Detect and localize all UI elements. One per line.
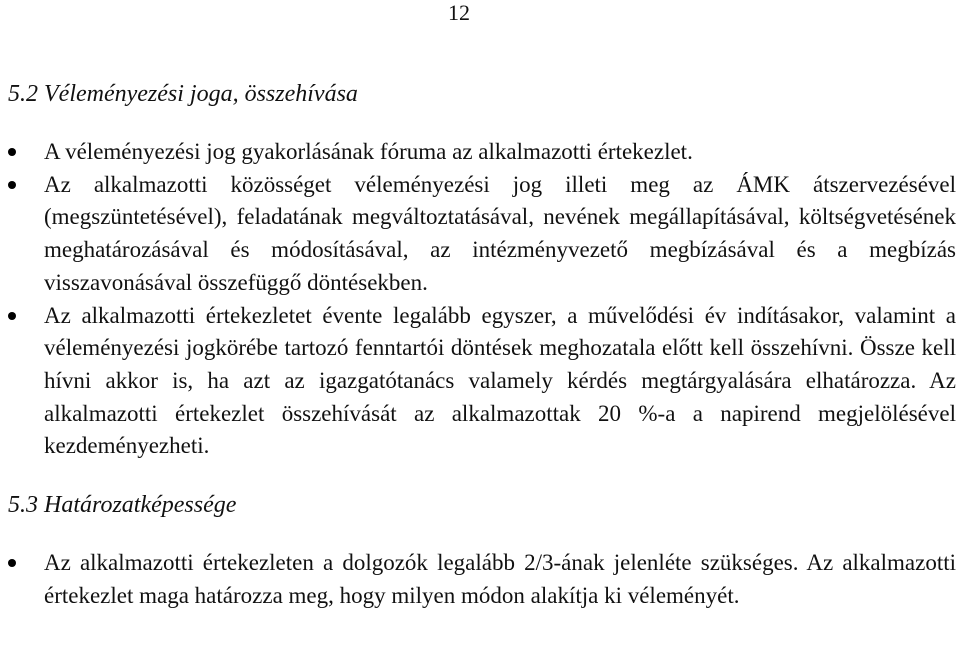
bullet-text: Az alkalmazotti értekezletet évente legalább egyszer, a művelődési év indításakor, valamint a véleményezési jogkörébe tartozó fenntartói döntések meghozatala előtt kell összehívni. Össze kell hívni akkor is, ha azt az igazgatótanács valamely kérdés megtárgyalására elhatározza. Az alkalmazotti értekezlet összehívását az alkalmazottak 20 %-a a napirend megjelölésével kezdeményezheti. <box>44 302 956 459</box>
list-item <box>0 136 960 169</box>
section-heading-5-3: 5.3 Határozatképessége <box>8 492 237 518</box>
bullet-icon <box>8 148 16 156</box>
bullet-text: A véleményezési jog gyakorlásának fóruma az alkalmazotti értekezlet. <box>44 139 693 164</box>
bullet-text: Az alkalmazotti közösséget véleményezési jog illeti meg az ÁMK átszervezésével (megszüntetésével), feladatának megváltoztatásával, nevének megállapításával, költségvetésének meghatározásával és módosításával, az intézményvezető megbízásával és a megbízás visszavonásával összefüggő döntésekben. <box>44 171 956 295</box>
bullet-icon <box>8 181 16 189</box>
section-heading-5-2: 5.2 Véleményezési joga, összehívása <box>8 81 358 107</box>
bullet-icon <box>8 559 16 567</box>
section-5-2-bullet-list <box>0 136 960 463</box>
list-item <box>0 169 960 300</box>
bullet-text: Az alkalmazotti értekezleten a dolgozók legalább 2/3-ának jelenléte szükséges. Az alkalmazotti értekezlet maga határozza meg, hogy milyen módon alakítja ki véleményét. <box>44 550 956 608</box>
section-5-3-bullet-list <box>0 547 960 612</box>
page-number: 12 <box>448 0 470 25</box>
bullet-icon <box>8 312 16 320</box>
list-item <box>0 547 960 612</box>
list-item <box>0 300 960 464</box>
